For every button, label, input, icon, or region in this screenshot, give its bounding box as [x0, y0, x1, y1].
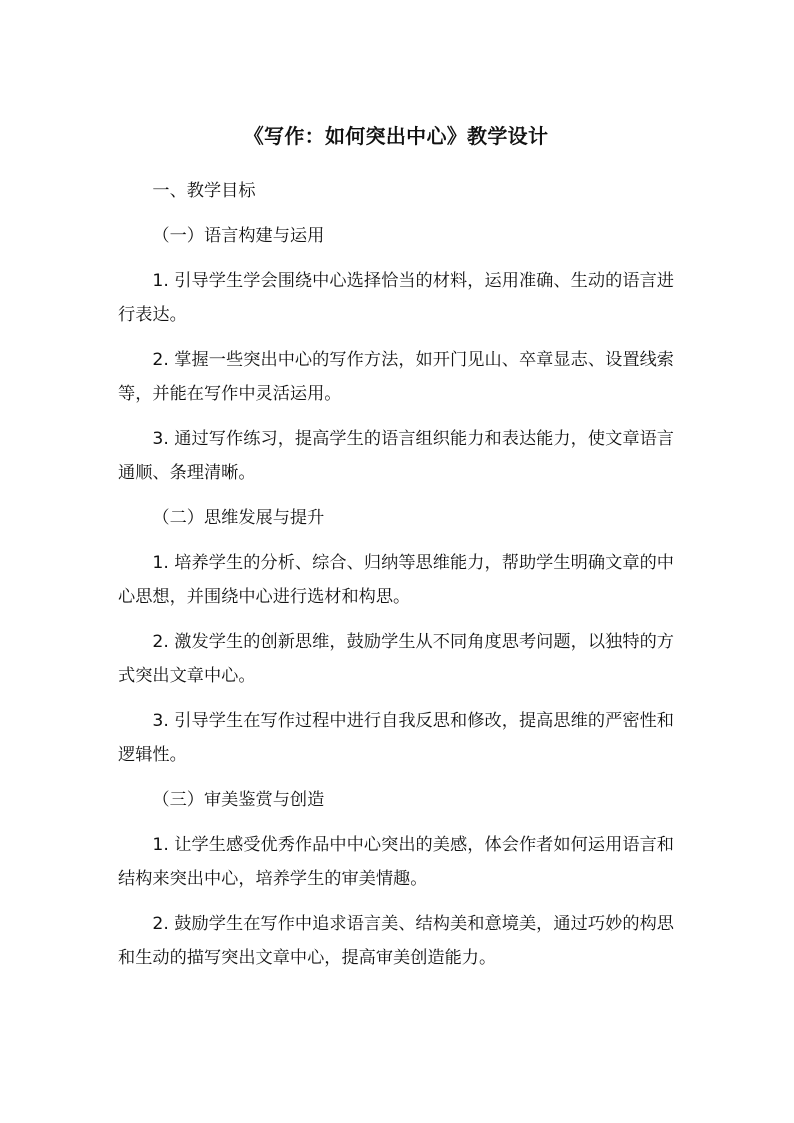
section-heading: 一、教学目标	[152, 181, 256, 201]
objective-item: 1. 培养学生的分析、综合、归纳等思维能力，帮助学生明确文章的中心思想，并围绕中心进行选材和构思。	[118, 553, 674, 607]
objective-item: 1. 让学生感受优秀作品中中心突出的美感，体会作者如何运用语言和结构来突出中心，培养学生的审美情趣。	[118, 835, 674, 889]
objective-item: 3. 通过写作练习，提高学生的语言组织能力和表达能力，使文章语言通顺、条理清晰。	[118, 429, 674, 483]
document-body	[118, 118, 674, 986]
objective-item: 1. 引导学生学会围绕中心选择恰当的材料，运用准确、生动的语言进行表达。	[118, 271, 674, 325]
subsection-heading: （二）思维发展与提升	[152, 508, 325, 528]
subsection-heading: （一）语言构建与运用	[152, 226, 325, 246]
objective-item: 2. 激发学生的创新思维，鼓励学生从不同角度思考问题，以独特的方式突出文章中心。	[118, 632, 674, 686]
objective-item: 2. 掌握一些突出中心的写作方法，如开门见山、卒章显志、设置线索等，并能在写作中灵活运用。	[118, 350, 674, 404]
objective-item: 2. 鼓励学生在写作中追求语言美、结构美和意境美，通过巧妙的构思和生动的描写突出文章中心，提高审美创造能力。	[118, 914, 674, 968]
objective-item: 3. 引导学生在写作过程中进行自我反思和修改，提高思维的严密性和逻辑性。	[118, 711, 674, 765]
document-title: 《写作：如何突出中心》教学设计	[243, 124, 549, 148]
subsection-heading: （三）审美鉴赏与创造	[152, 790, 325, 810]
